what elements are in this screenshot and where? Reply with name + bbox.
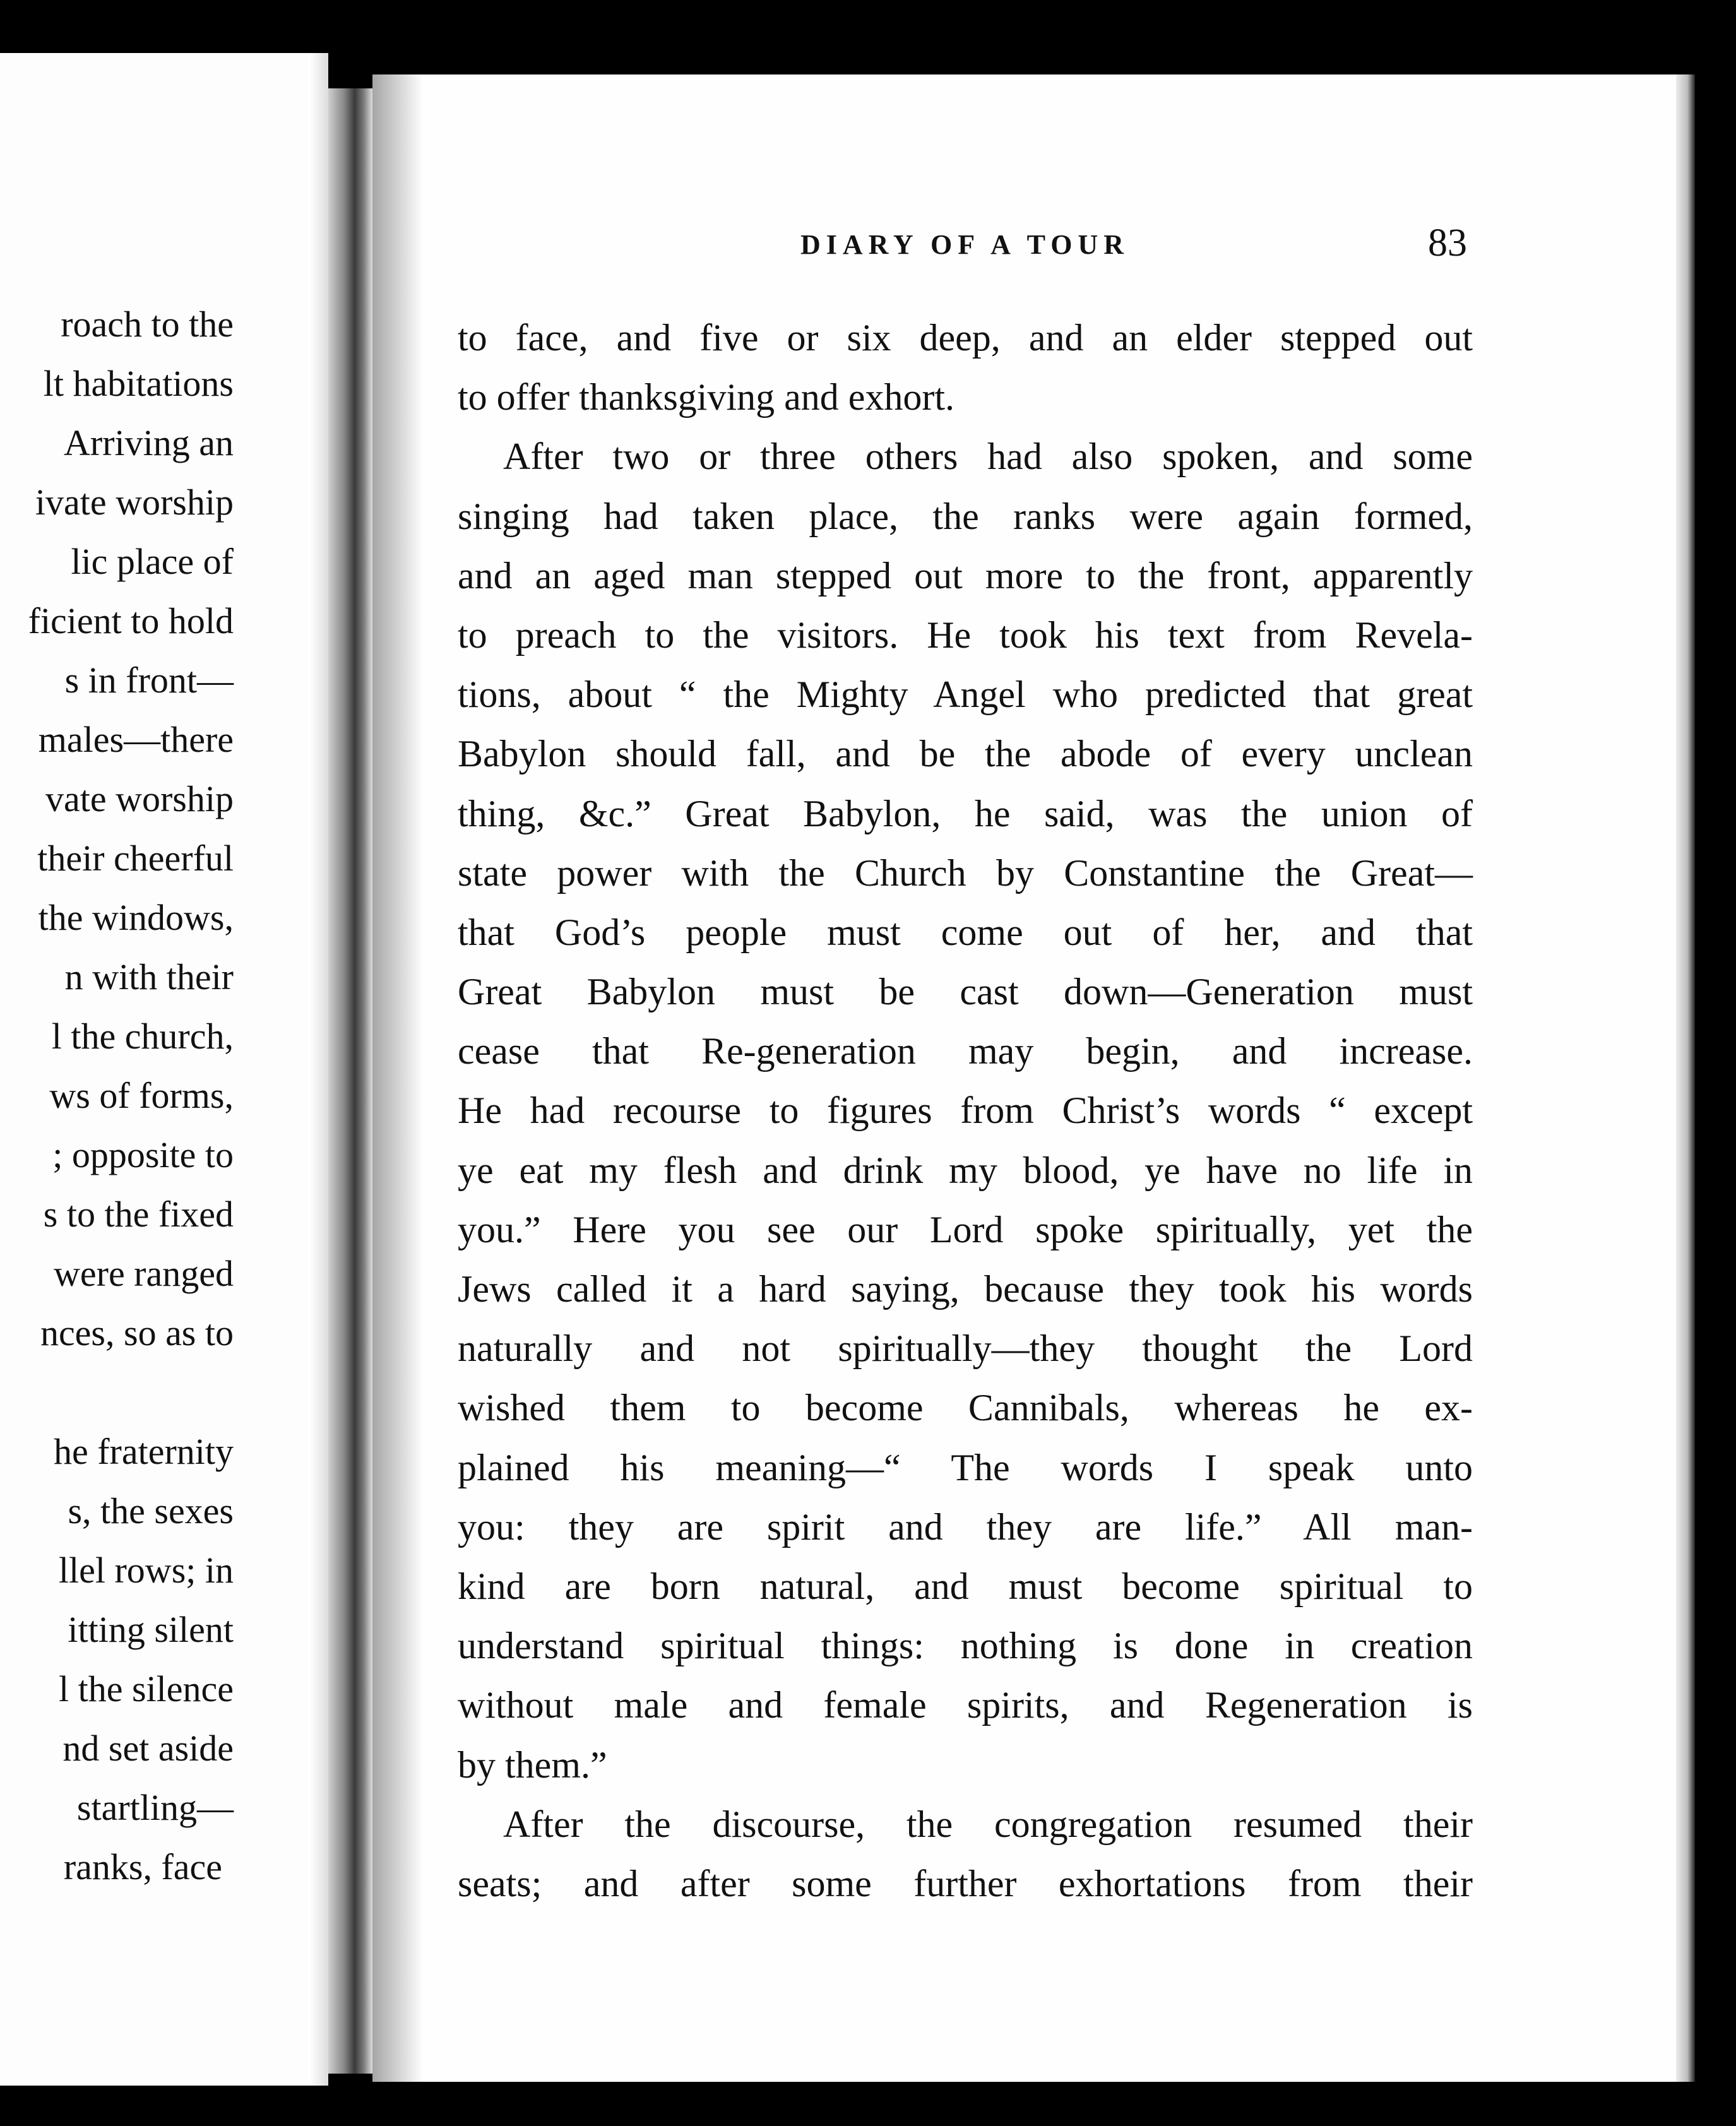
page-body-text xyxy=(458,308,1473,1913)
text-line: tions, about “ the Mighty Angel who predicted that great xyxy=(458,674,1473,716)
left-page-line: ; opposite to xyxy=(52,1134,234,1175)
gutter-shadow xyxy=(372,74,423,2082)
text-line: Jews called it a hard saying, because they took his words xyxy=(458,1268,1473,1310)
left-page-line: he fraternity xyxy=(53,1431,234,1472)
page-number: 83 xyxy=(1428,222,1467,264)
text-line: kind are born natural, and must become spiritual to xyxy=(458,1565,1473,1607)
text-line: naturally and not spiritually—they thought the Lord xyxy=(458,1327,1473,1370)
text-line: that God’s people must come out of her, and that xyxy=(458,911,1473,953)
text-line: you.” Here you see our Lord spoke spiritually, yet the xyxy=(458,1208,1473,1250)
left-page-line: Arriving an xyxy=(64,422,234,463)
left-page-line: n with their xyxy=(64,956,234,997)
text-line: seats; and after some further exhortations from their xyxy=(458,1862,1473,1904)
text-line: ye eat my flesh and drink my blood, ye have no life in xyxy=(458,1149,1473,1191)
right-page-edge xyxy=(1676,74,1695,2082)
left-page-line: nces, so as to xyxy=(40,1312,234,1353)
left-page-line: roach to the xyxy=(61,304,234,345)
left-page-line: l the church, xyxy=(51,1016,234,1057)
running-head: DIARY OF A TOUR xyxy=(800,229,1129,260)
left-page-line: the windows, xyxy=(38,897,234,938)
text-line: you: they are spirit and they are life.” All man- xyxy=(458,1505,1473,1548)
left-page-line: their cheerful xyxy=(37,838,234,879)
left-page-line: lic place of xyxy=(71,541,234,582)
text-line: plained his meaning—“ The words I speak unto xyxy=(458,1446,1473,1488)
text-line: Babylon should fall, and be the abode of every unclean xyxy=(458,733,1473,775)
text-line: cease that Re-generation may begin, and increase. xyxy=(458,1030,1473,1072)
left-page-line: ficient to hold xyxy=(28,600,234,641)
text-line: He had recourse to figures from Christ’s words “ except xyxy=(458,1090,1473,1132)
left-page-line: vate worship xyxy=(45,778,234,819)
text-line: After two or three others had also spoken, and some xyxy=(503,436,1473,478)
left-page-line: ranks, face xyxy=(63,1846,222,1887)
left-page-line: s, the sexes xyxy=(68,1490,234,1531)
left-page-line: ws of forms, xyxy=(49,1075,234,1116)
text-line: by them.” xyxy=(458,1743,607,1786)
text-line: without male and female spirits, and Regeneration is xyxy=(458,1684,1473,1726)
text-line: wished them to become Cannibals, whereas he ex- xyxy=(458,1387,1473,1429)
text-line: After the discourse, the congregation resumed their xyxy=(503,1803,1473,1845)
text-line: state power with the Church by Constantine the Great— xyxy=(458,852,1473,894)
left-page-shadow xyxy=(309,53,328,2086)
text-line: to offer thanksgiving and exhort. xyxy=(458,376,955,419)
text-line: and an aged man stepped out more to the front, apparently xyxy=(458,554,1473,597)
left-page-line: ivate worship xyxy=(35,482,234,523)
left-page-line: startling— xyxy=(76,1787,234,1828)
left-page-line: itting silent xyxy=(68,1609,234,1650)
text-line: singing had taken place, the ranks were again formed, xyxy=(458,495,1473,537)
left-page-line: s in front— xyxy=(64,660,234,701)
left-page-line: s to the fixed xyxy=(43,1194,234,1235)
left-page-line: males—there xyxy=(38,719,234,760)
book-gutter xyxy=(328,88,372,2074)
left-page-line: were ranged xyxy=(54,1253,234,1294)
left-page-line: l the silence xyxy=(58,1668,234,1709)
left-page-line: lt habitations xyxy=(43,363,234,404)
left-facing-page xyxy=(0,53,328,2086)
text-line: Great Babylon must be cast down—Generation must xyxy=(458,971,1473,1013)
text-line: to face, and five or six deep, and an elder stepped out xyxy=(458,317,1473,359)
text-line: to preach to the visitors. He took his text from Revela- xyxy=(458,614,1473,656)
left-page-line: nd set aside xyxy=(62,1728,234,1769)
text-line: thing, &c.” Great Babylon, he said, was the union of xyxy=(458,792,1473,834)
left-page-line: llel rows; in xyxy=(58,1550,234,1591)
text-line: understand spiritual things: nothing is done in creation xyxy=(458,1625,1473,1667)
